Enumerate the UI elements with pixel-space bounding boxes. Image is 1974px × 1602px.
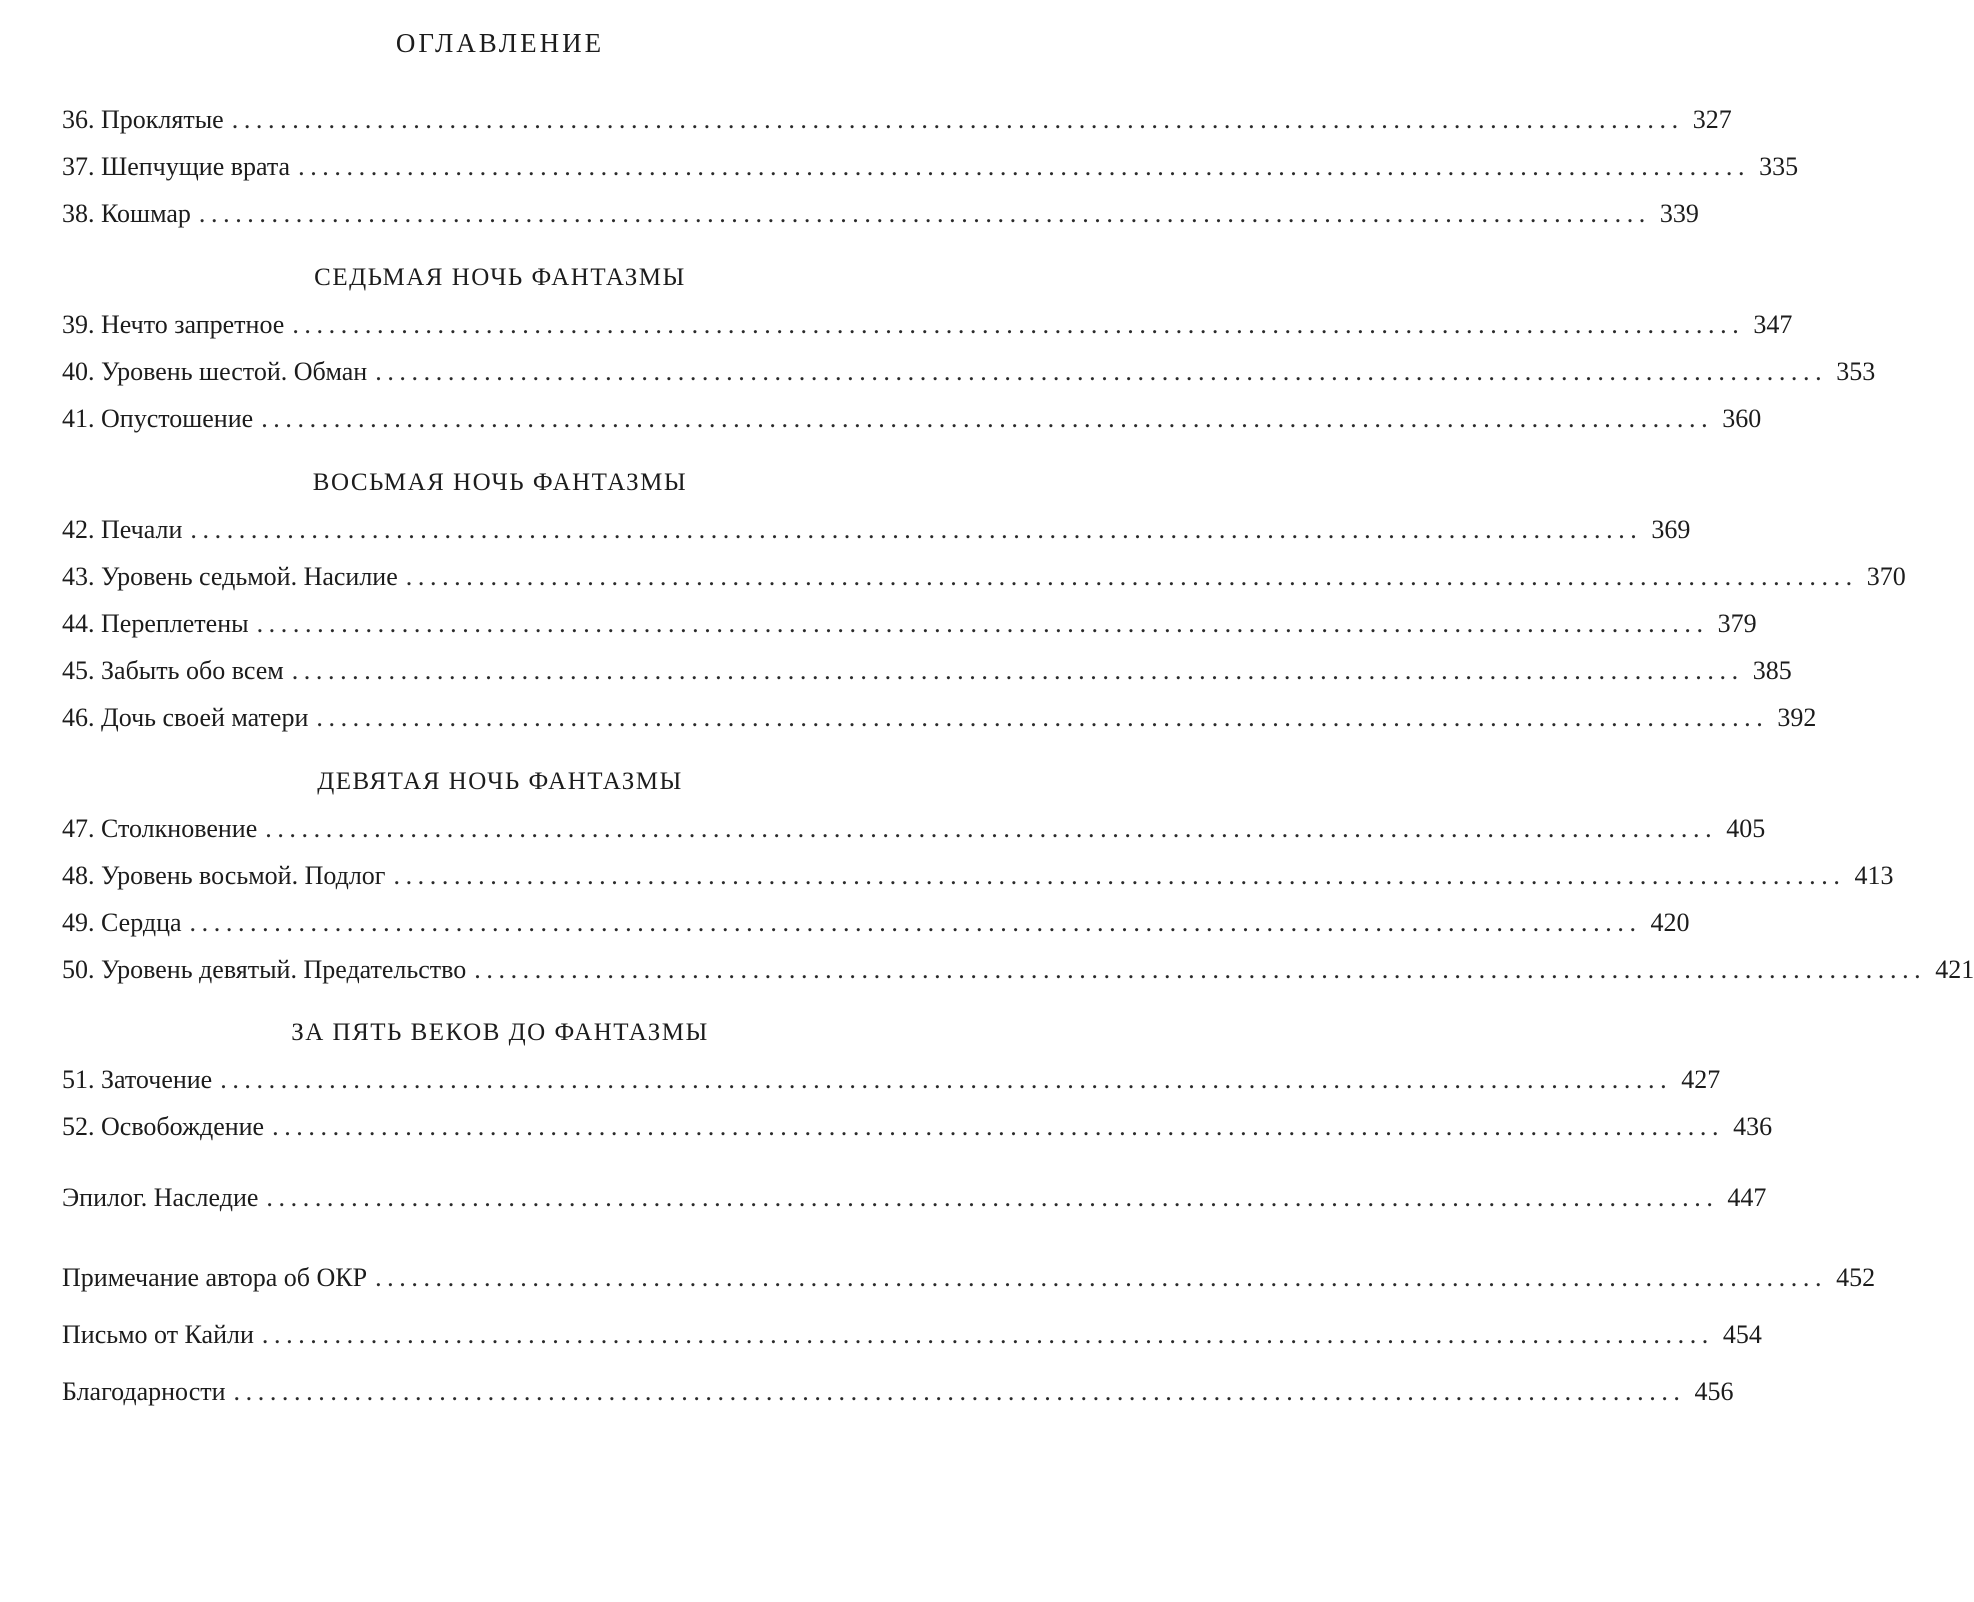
dot-leader: ........................................................................................................................	[198, 199, 1651, 228]
entry-page-number: 413	[1854, 861, 1894, 890]
toc-entry[interactable]	[62, 651, 1792, 691]
entry-label: 41. Опустошение	[62, 404, 254, 433]
entry-page-number: 436	[1733, 1112, 1773, 1141]
toc-entry[interactable]	[62, 809, 1766, 849]
dot-leader: ........................................................................................................................	[256, 609, 1709, 638]
toc-entry-epilogue[interactable]	[62, 1178, 1767, 1218]
entry-label: 40. Уровень шестой. Обман	[62, 357, 368, 386]
entry-page-number: 420	[1650, 908, 1690, 937]
toc-entry[interactable]	[62, 194, 1699, 234]
toc-entry[interactable]	[62, 698, 1817, 738]
toc-entry[interactable]	[62, 352, 1876, 392]
dot-leader: ........................................................................................................................	[261, 404, 1714, 433]
toc-entry[interactable]	[62, 604, 1757, 644]
dot-leader: ........................................................................................................................	[292, 310, 1745, 339]
toc-entry[interactable]	[62, 399, 1762, 439]
toc-entry[interactable]	[62, 856, 1894, 896]
dot-leader: ........................................................................................................................	[375, 357, 1828, 386]
entry-page-number: 454	[1722, 1320, 1762, 1349]
dot-leader: ........................................................................................................................	[190, 515, 1643, 544]
dot-leader: ........................................................................................................................	[265, 814, 1718, 843]
entry-label: 50. Уровень девятый. Предательство	[62, 955, 467, 984]
entry-page-number: 421	[1935, 955, 1974, 984]
entry-label: 36. Проклятые	[62, 105, 224, 134]
toc-entry-author-note[interactable]	[62, 1258, 1876, 1298]
entry-label: 42. Печали	[62, 515, 183, 544]
toc-entry[interactable]	[62, 557, 1906, 597]
dot-leader: ........................................................................................................................	[405, 562, 1858, 591]
entry-page-number: 369	[1651, 515, 1691, 544]
entry-label: 51. Заточение	[62, 1065, 213, 1094]
dot-leader: ........................................................................................................................	[316, 703, 1769, 732]
entry-page-number: 360	[1722, 404, 1762, 433]
dot-leader: ........................................................................................................................	[393, 861, 1846, 890]
entry-page-number: 370	[1866, 562, 1906, 591]
dot-leader: ........................................................................................................................	[231, 105, 1684, 134]
dot-leader: ........................................................................................................................	[474, 955, 1927, 984]
entry-page-number: 385	[1752, 656, 1792, 685]
toc-entry[interactable]	[62, 305, 1793, 345]
dot-leader: ........................................................................................................................	[189, 908, 1642, 937]
entry-label: 45. Забыть обо всем	[62, 656, 284, 685]
dot-leader: ........................................................................................................................	[266, 1183, 1719, 1212]
entry-page-number: 456	[1694, 1377, 1734, 1406]
entry-label: 47. Столкновение	[62, 814, 258, 843]
entry-label: 49. Сердца	[62, 908, 182, 937]
section-heading: ВОСЬМАЯ НОЧЬ ФАНТАЗМЫ	[312, 469, 688, 496]
dot-leader: ........................................................................................................................	[272, 1112, 1725, 1141]
entry-label: Благодарности	[62, 1377, 226, 1406]
entry-label: 38. Кошмар	[62, 199, 191, 228]
toc-entry[interactable]	[62, 950, 1974, 990]
entry-page-number: 339	[1659, 199, 1699, 228]
toc-entry[interactable]	[62, 147, 1799, 187]
entry-page-number: 452	[1836, 1263, 1876, 1292]
dot-leader: ........................................................................................................................	[291, 656, 1744, 685]
entry-page-number: 335	[1759, 152, 1799, 181]
entry-label: 44. Переплетены	[62, 609, 249, 638]
entry-label: 52. Освобождение	[62, 1112, 265, 1141]
entry-page-number: 347	[1753, 310, 1793, 339]
entry-label: 39. Нечто запретное	[62, 310, 285, 339]
dot-leader: ........................................................................................................................	[298, 152, 1751, 181]
entry-label: 48. Уровень восьмой. Подлог	[62, 861, 386, 890]
entry-label: 37. Шепчущие врата	[62, 152, 291, 181]
toc-entry-acknowledgements[interactable]	[62, 1372, 1734, 1412]
entry-label: Письмо от Кайли	[62, 1320, 254, 1349]
section-heading: ЗА ПЯТЬ ВЕКОВ ДО ФАНТАЗМЫ	[291, 1019, 709, 1046]
entry-label: Примечание автора об ОКР	[62, 1263, 368, 1292]
entry-label: Эпилог. Наследие	[62, 1183, 259, 1212]
dot-leader: ........................................................................................................................	[261, 1320, 1714, 1349]
toc-entry[interactable]	[62, 510, 1691, 550]
dot-leader: ........................................................................................................................	[220, 1065, 1673, 1094]
section-heading: СЕДЬМАЯ НОЧЬ ФАНТАЗМЫ	[314, 264, 686, 291]
entry-page-number: 447	[1727, 1183, 1767, 1212]
toc-entry[interactable]	[62, 1107, 1773, 1147]
toc-entry[interactable]	[62, 1060, 1721, 1100]
toc-entry[interactable]	[62, 903, 1690, 943]
entry-label: 43. Уровень седьмой. Насилие	[62, 562, 398, 591]
entry-page-number: 379	[1717, 609, 1757, 638]
toc-entry[interactable]	[62, 100, 1732, 140]
entry-page-number: 327	[1692, 105, 1732, 134]
dot-leader: ........................................................................................................................	[233, 1377, 1686, 1406]
toc-entry-letter[interactable]	[62, 1315, 1762, 1355]
entry-page-number: 427	[1681, 1065, 1721, 1094]
entry-page-number: 392	[1777, 703, 1817, 732]
dot-leader: ........................................................................................................................	[375, 1263, 1828, 1292]
entry-page-number: 405	[1726, 814, 1766, 843]
section-heading: ДЕВЯТАЯ НОЧЬ ФАНТАЗМЫ	[317, 768, 683, 795]
entry-label: 46. Дочь своей матери	[62, 703, 309, 732]
toc-title: ОГЛАВЛЕНИЕ	[395, 28, 605, 58]
entry-page-number: 353	[1836, 357, 1876, 386]
